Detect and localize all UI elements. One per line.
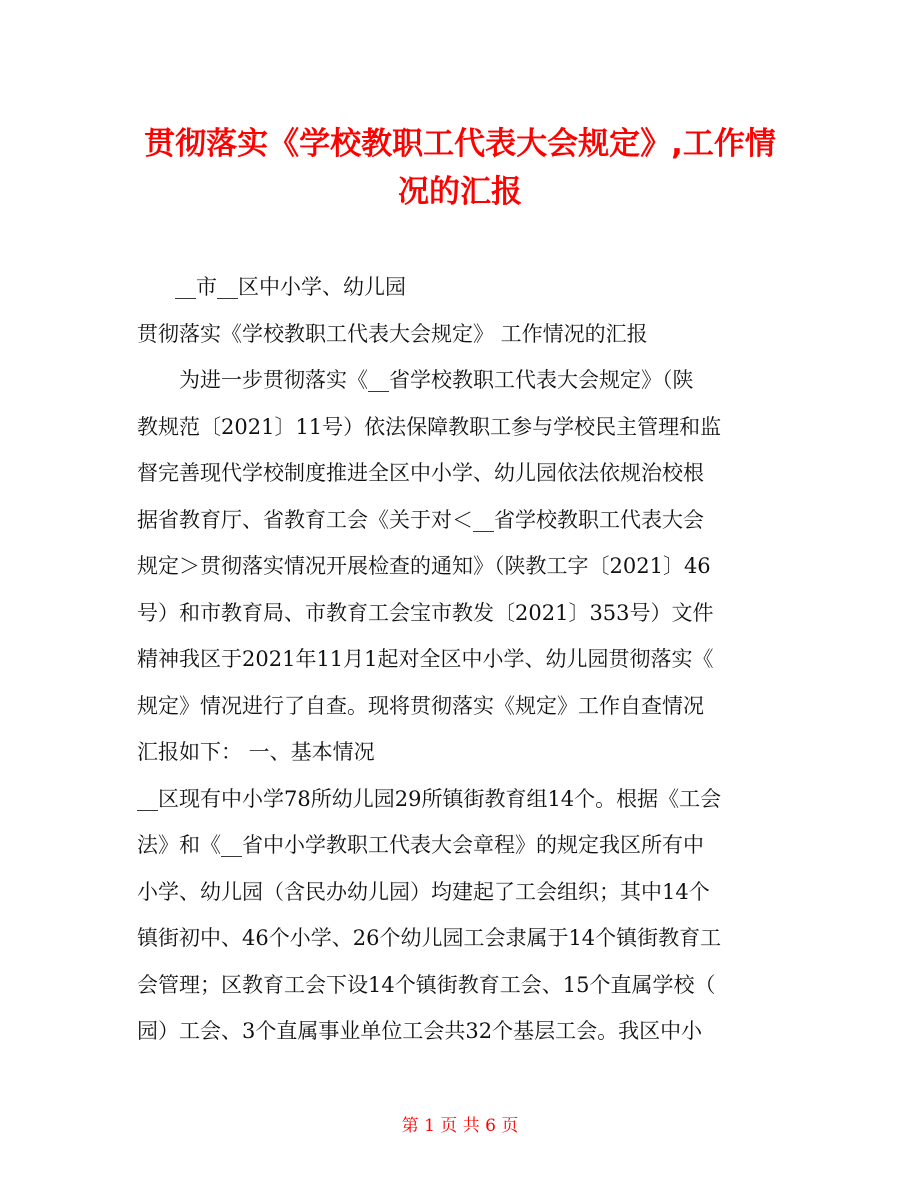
body-line-5: 督完善现代学校制度推进全区中小学、幼儿园依法依规治校根	[137, 461, 704, 485]
body-line-2: 贯彻落实《学校教职工代表大会规定》 工作情况的汇报	[137, 321, 648, 346]
body-line-6: 据省教育厅、省教育工会《关于对＜__省学校教职工代表大会	[137, 507, 704, 532]
body-line-11: 汇报如下： 一、基本情况	[137, 740, 375, 764]
document-title	[130, 120, 790, 216]
body-line-13: 法》和《__省中小学教职工代表大会章程》的规定我区所有中	[137, 833, 704, 857]
body-line-1: __市__区中小学、幼儿园	[175, 275, 406, 299]
body-line-15: 镇街初中、46个小学、26个幼儿园工会隶属于14个镇街教育工	[137, 926, 722, 950]
document-body	[137, 264, 787, 1055]
body-line-16: 会管理；区教育工会下设14个镇街教育工会、15个直属学校（	[137, 972, 716, 997]
body-line-12: __区现有中小学78所幼儿园29所镇街教育组14个。根据《工会	[137, 786, 722, 811]
title-line-2: 况的汇报	[398, 174, 522, 210]
page-number-footer: 第 1 页 共 6 页	[401, 1116, 519, 1136]
body-line-14: 小学、幼儿园（含民办幼儿园）均建起了工会组织；其中14个	[137, 879, 710, 904]
body-line-7: 规定＞贯彻落实情况开展检查的通知》（陕教工字〔2021〕46	[137, 554, 711, 578]
title-line-1: 贯彻落实《学校教职工代表大会规定》,工作情	[144, 126, 776, 162]
body-line-10: 规定》情况进行了自查。现将贯彻落实《规定》工作自查情况	[137, 693, 704, 718]
body-line-4: 教规范〔2021〕11号）依法保障教职工参与学校民主管理和监	[137, 414, 722, 439]
body-line-17: 园）工会、3个直属事业单位工会共32个基层工会。我区中小	[137, 1019, 703, 1043]
body-line-9: 精神我区于2021年11月1起对全区中小学、幼儿园贯彻落实《	[137, 647, 714, 671]
body-line-3: 为进一步贯彻落实《__省学校教职工代表大会规定》（陕	[179, 368, 694, 392]
body-line-8: 号）和市教育局、市教育工会宝市教发〔2021〕353号）文件	[137, 600, 714, 625]
